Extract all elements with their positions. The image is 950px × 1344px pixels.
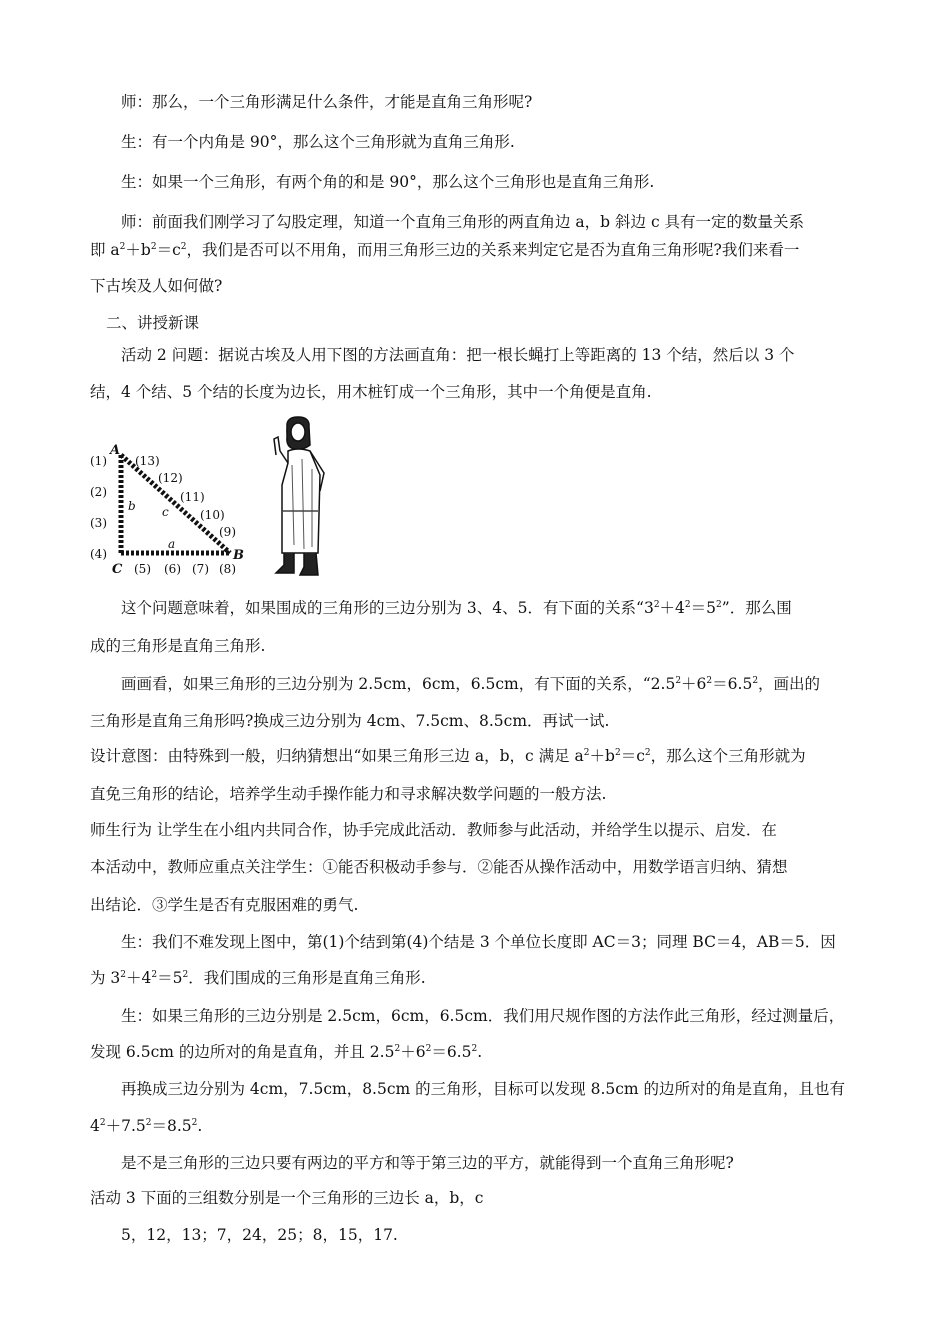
knot-label: (2) [90,485,107,499]
knot-label: (8) [219,562,236,576]
activity2-line1: 活动 2 问题：据说古埃及人用下图的方法画直角：把一根长蝇打上等距离的 13 个结，然后以 3 个 [121,346,795,364]
student-discovery-line1: 生：我们不难发现上图中，第(1)个结到第(4)个结是 3 个单位长度即 AC＝3；同理 BC＝4，AB＝5．因 [121,933,836,951]
body-p2-line2: 三角形是直角三角形吗?换成三边分别为 4cm、7.5cm、8.5cm．再试一试. [90,712,610,730]
design-intent-line2: 直免三角形的结论，培养学生动手操作能力和寻求解决数学问题的一般方法. [90,785,607,803]
knot-label: (3) [90,516,107,530]
knot-label: (9) [219,525,236,539]
activity2-line2: 结，4 个结、5 个结的长度为边长，用木桩钉成一个三角形，其中一个角便是直角. [90,383,652,401]
side-a-label: a [168,537,176,551]
knot-label: (12) [158,471,183,485]
activity3-line: 活动 3 下面的三组数分别是一个三角形的三边长 a，b，c [90,1189,484,1207]
side-c-label: c [162,505,169,519]
generalization-question: 是不是三角形的三边只要有两边的平方和等于第三边的平方，就能得到一个直角三角形呢? [121,1154,734,1172]
knot-label: (13) [135,454,160,468]
teacher-question-line: 师：那么，一个三角形满足什么条件，才能是直角三角形呢? [121,93,533,111]
pythagoras-relation-line: 即 $a^2+b^2=c^2$，我们是否可以不用角，而用三角形三边的关系来判定它是否为直角三角形呢?我们来看一 [90,241,800,259]
teacher-review-line: 师：前面我们刚学习了勾股定理，知道一个直角三角形的两直角边 a，b 斜边 c 具有一定的数量关系 [121,213,805,231]
vertex-b-label: B [233,548,244,563]
body-p1-line1: 这个问题意味着，如果围成的三角形的三边分别为 3、4、5．有下面的关系“$3^2+4^2=5^2$”．那么围 [121,599,792,617]
knot-label: (4) [90,547,107,561]
student-discovery-line2: 为 $3^2+4^2=5^2$．我们围成的三角形是直角三角形. [90,969,426,987]
knot-label: (5) [134,562,151,576]
knot-label: (10) [200,508,225,522]
teacher-student-behavior-line1: 师生行为 让学生在小组内共同合作，协手完成此活动．教师参与此活动，并给学生以提示、启发．在 [90,821,777,839]
second-triangle-line1: 再换成三边分别为 4cm，7.5cm，8.5cm 的三角形，目标可以发现 8.5cm 的边所对的角是直角，且也有 [121,1080,846,1098]
rope-side-ab [121,455,230,553]
second-triangle-line2: $4^2+7.5^2=8.5^2$. [90,1117,203,1135]
body-p2-line1: 画画看，如果三角形的三边分别为 2.5cm，6cm，6.5cm，有下面的关系，“$2.5^2+6^2=6.5^2$，画出的 [121,675,821,693]
number-triples-line: 5，12，13；7，24，25；8，15，17. [121,1226,398,1244]
body-p1-line2: 成的三角形是直角三角形. [90,637,266,655]
vertex-c-label: C [112,562,123,577]
student-construction-line2: 发现 6.5cm 的边所对的角是直角，并且 $2.5^2+6^2=6.5^2$. [90,1043,483,1061]
student-construction-line1: 生：如果三角形的三边分别是 2.5cm，6cm，6.5cm．我们用尺规作图的方法作此三角形，经过测量后， [121,1007,845,1025]
knot-label: (6) [164,562,181,576]
egyptian-man-illustration [262,415,342,580]
knot-label: (7) [192,562,209,576]
student-answer-2: 生：如果一个三角形，有两个角的和是 90°，那么这个三角形也是直角三角形. [121,173,655,191]
design-intent-line1: 设计意图：由特殊到一般，归纳猜想出“如果三角形三边 a，b，c 满足 $a^2+b^2=c^2$，那么这个三角形就为 [90,747,806,765]
egypt-question-line: 下古埃及人如何做? [90,277,223,295]
side-b-label: b [128,499,136,513]
section-heading: 二、讲授新课 [106,314,200,332]
knotted-rope-triangle-figure [88,440,258,580]
teacher-student-behavior-line2: 本活动中，教师应重点关注学生：①能否积极动手参与．②能否从操作活动中，用数学语言归纳、猜想 [90,858,788,876]
vertex-a-label: A [110,443,121,458]
knot-label: (1) [90,454,107,468]
student-answer-1: 生：有一个内角是 90°，那么这个三角形就为直角三角形. [121,133,515,151]
knot-label: (11) [180,490,205,504]
teacher-student-behavior-line3: 出结论．③学生是否有克服困难的勇气. [90,896,359,914]
